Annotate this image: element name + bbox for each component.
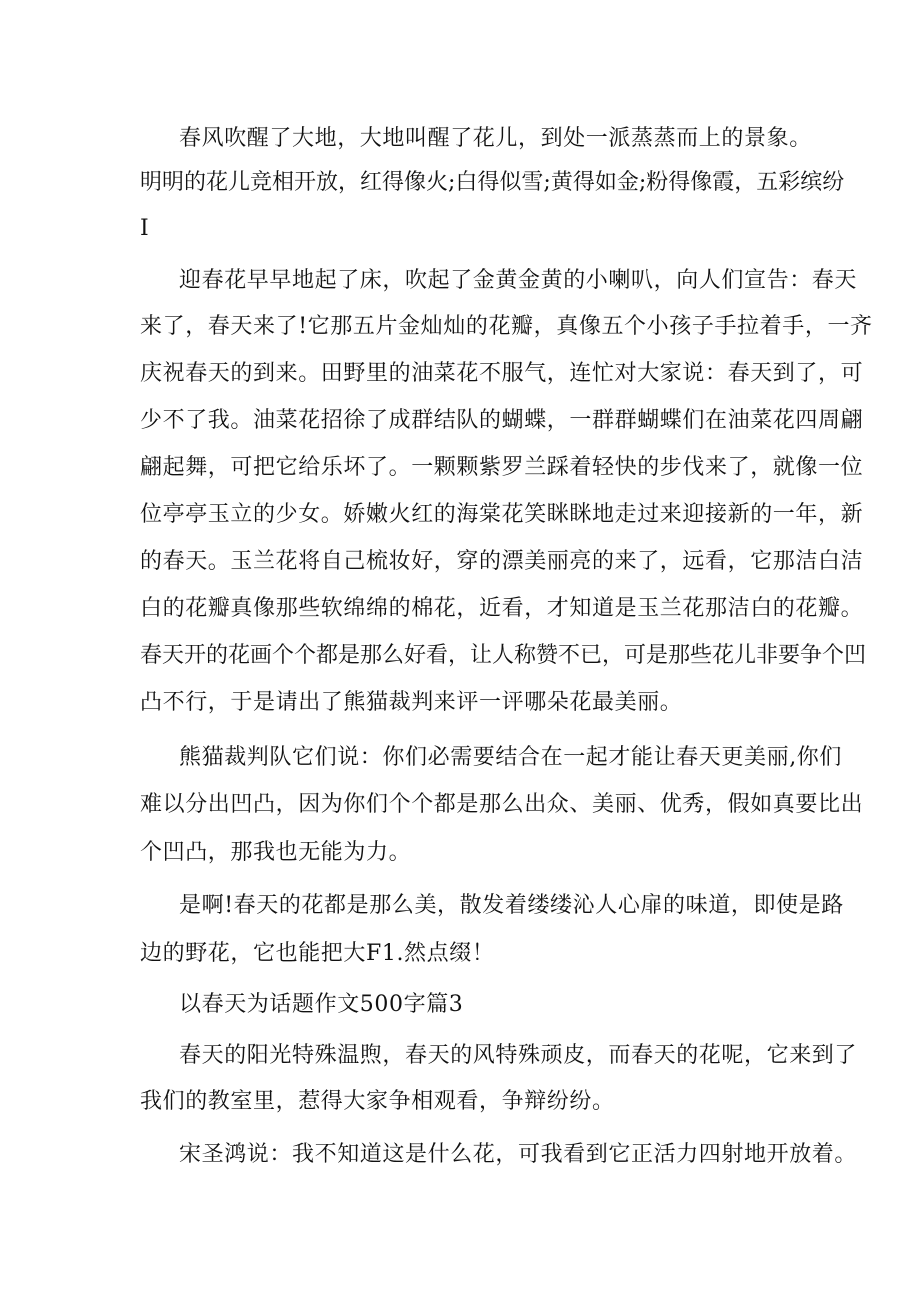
text-line: 少不了我。油菜花招徐了成群结队的蝴蝶，一群群蝴蝶们在油菜花四周翩: [140, 408, 864, 433]
text-line: 位亭亭玉立的少女。娇嫩火红的海棠花笑眯眯地走过来迎接新的一年，新: [140, 502, 864, 527]
text-line: 来了，春天来了!它那五片金灿灿的花瓣，真像五个小孩子手拉着手，一齐: [140, 314, 873, 339]
text-line: 明明的花儿竞相开放，红得像火;白得似雪;黄得如金;粉得像霞，五彩缤纷: [140, 170, 845, 195]
text-line: 我们的教室里，惹得大家争相观看，争辩纷纷。: [140, 1089, 615, 1114]
text-line: I: [140, 216, 150, 241]
text-line: 熊猫裁判队它们说：你们必需要结合在一起才能让春天更美丽,你们: [179, 745, 842, 770]
text-line: 是啊!春天的花都是那么美，散发着缕缕沁人心扉的味道，即使是路: [179, 893, 844, 918]
text-line: 个凹凸，那我也无能为力。: [140, 840, 412, 865]
text-line: 翩起舞，可把它给乐坏了。一颗颗紫罗兰踩着轻快的步伐来了，就像一位: [140, 455, 864, 480]
text-line: 凸不行，于是请出了熊猫裁判来评一评哪朵花最美丽。: [140, 690, 683, 715]
text-line: 白的花瓣真像那些软绵绵的棉花，近看，才知道是玉兰花那洁白的花瓣。: [140, 596, 864, 621]
text-line: 边的野花，它也能把大F1.然点缀！: [140, 941, 495, 966]
text-line: 春天的阳光特殊温煦，春天的风特殊顽皮，而春天的花呢，它来到了: [179, 1043, 858, 1068]
text-line: 春风吹醒了大地，大地叫醒了花儿，到处一派蒸蒸而上的景象。: [179, 126, 812, 151]
text-line: 迎春花早早地起了床，吹起了金黄金黄的小喇叭，向人们宣告：春天: [179, 268, 858, 293]
text-line: 春天开的花画个个都是那么好看，让人称赞不已，可是那些花儿非要争个凹: [140, 643, 867, 668]
text-line: 难以分出凹凸，因为你们个个都是那么出众、美丽、优秀，假如真要比出: [140, 792, 864, 817]
section-heading: 以春天为话题作文500字篇3: [179, 992, 464, 1017]
text-line: 的春天。玉兰花将自己梳妆好，穿的漂美丽亮的来了，远看，它那洁白洁: [140, 549, 864, 574]
text-line: 宋圣鸿说：我不知道这是什么花，可我看到它正活力四射地开放着。: [179, 1142, 858, 1167]
text-line: 庆祝春天的到来。田野里的油菜花不服气，连忙对大家说：春天到了，可: [140, 361, 864, 386]
